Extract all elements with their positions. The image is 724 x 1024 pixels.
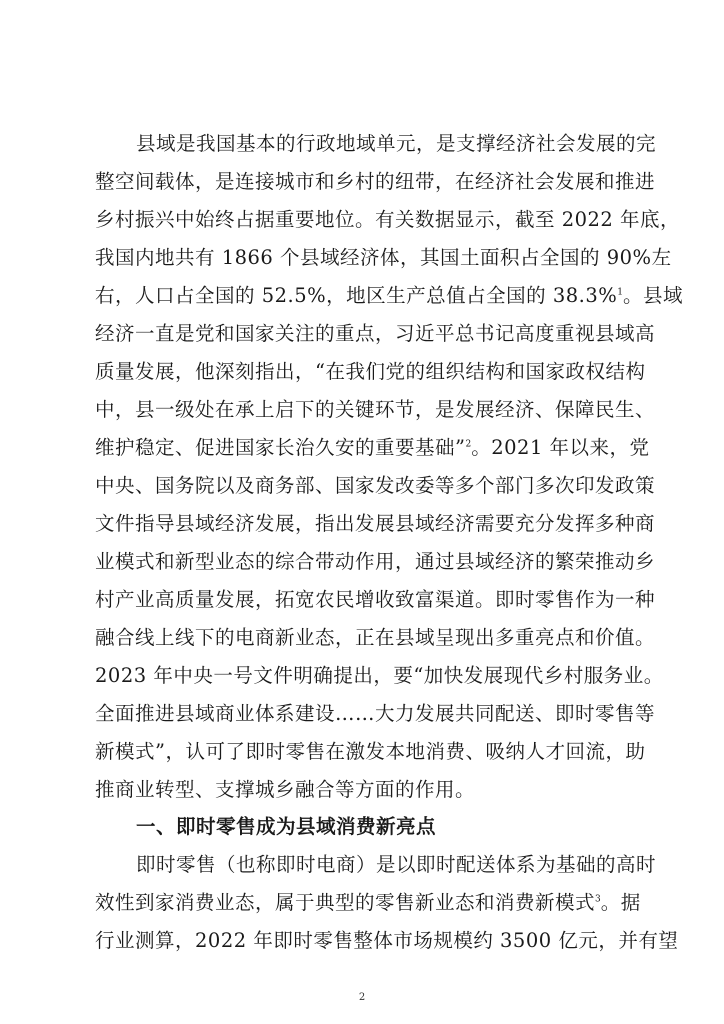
paragraph-line: 2023 年中央一号文件明确提出，要“加快发展现代乡村服务业。 <box>95 664 664 687</box>
paragraph-line: 新模式”，认可了即时零售在激发本地消费、吸纳人才回流，助 <box>95 740 646 763</box>
paragraph-line: 整空间载体，是连接城市和乡村的纽带，在经济社会发展和推进 <box>95 170 656 193</box>
line-tail: 。2021 年以来，党 <box>471 436 650 459</box>
paragraph-line: 乡村振兴中始终占据重要地位。有关数据显示，截至 2022 年底， <box>95 208 681 231</box>
paragraph-line: 全面推进县域商业体系建设……大力发展共同配送、即时零售等 <box>95 702 656 725</box>
section-heading: 一、即时零售成为县域消费新亮点 <box>136 815 437 838</box>
paragraph-line: 即时零售（也称即时电商）是以即时配送体系为基础的高时 <box>136 853 657 876</box>
paragraph-line-with-footnote <box>95 432 650 460</box>
paragraph-line: 行业测算，2022 年即时零售整体市场规模约 3500 亿元，并有望 <box>95 929 679 952</box>
paragraph-line: 业模式和新型业态的综合带动作用，通过县域经济的繁荣推动乡 <box>95 550 656 573</box>
line-text: 右，人口占全国的 52.5%，地区生产总值占全国的 38.3% <box>95 284 618 307</box>
paragraph-line-with-footnote <box>95 280 684 308</box>
paragraph-line: 融合线上线下的电商新业态，正在县域呈现出多重亮点和价值。 <box>95 626 656 649</box>
paragraph-line: 中央、国务院以及商务部、国家发改委等多个部门多次印发政策 <box>95 474 656 497</box>
line-text: 效性到家消费业态，属于典型的零售新业态和消费新模式 <box>95 891 596 914</box>
page-number: 2 <box>358 992 366 1003</box>
footnote-marker: 3 <box>595 894 601 905</box>
footnote-marker: 2 <box>465 439 472 450</box>
line-tail: 。据 <box>600 891 641 914</box>
paragraph-line-with-footnote <box>95 887 641 915</box>
paragraph-line: 中，县一级处在承上启下的关键环节，是发展经济、保障民生、 <box>95 398 656 421</box>
paragraph-line: 文件指导县域经济发展，指出发展县域经济需要充分发挥多种商 <box>95 512 656 535</box>
paragraph-line: 推商业转型、支撑城乡融合等方面的作用。 <box>95 778 476 801</box>
paragraph-line: 我国内地共有 1866 个县域经济体，其国土面积占全国的 90%左 <box>95 246 672 269</box>
paragraph-line: 质量发展，他深刻指出，“在我们党的组织结构和国家政权结构 <box>95 360 646 383</box>
line-text: 维护稳定、促进国家长治久安的重要基础” <box>95 436 466 459</box>
paragraph-line: 经济一直是党和国家关注的重点，习近平总书记高度重视县域高 <box>95 322 656 345</box>
footnote-marker: 1 <box>617 287 624 298</box>
paragraph-line: 村产业高质量发展，拓宽农民增收致富渠道。即时零售作为一种 <box>95 588 656 611</box>
paragraph-line: 县域是我国基本的行政地域单元，是支撑经济社会发展的完 <box>136 132 657 155</box>
line-tail: 。县域 <box>623 284 684 307</box>
